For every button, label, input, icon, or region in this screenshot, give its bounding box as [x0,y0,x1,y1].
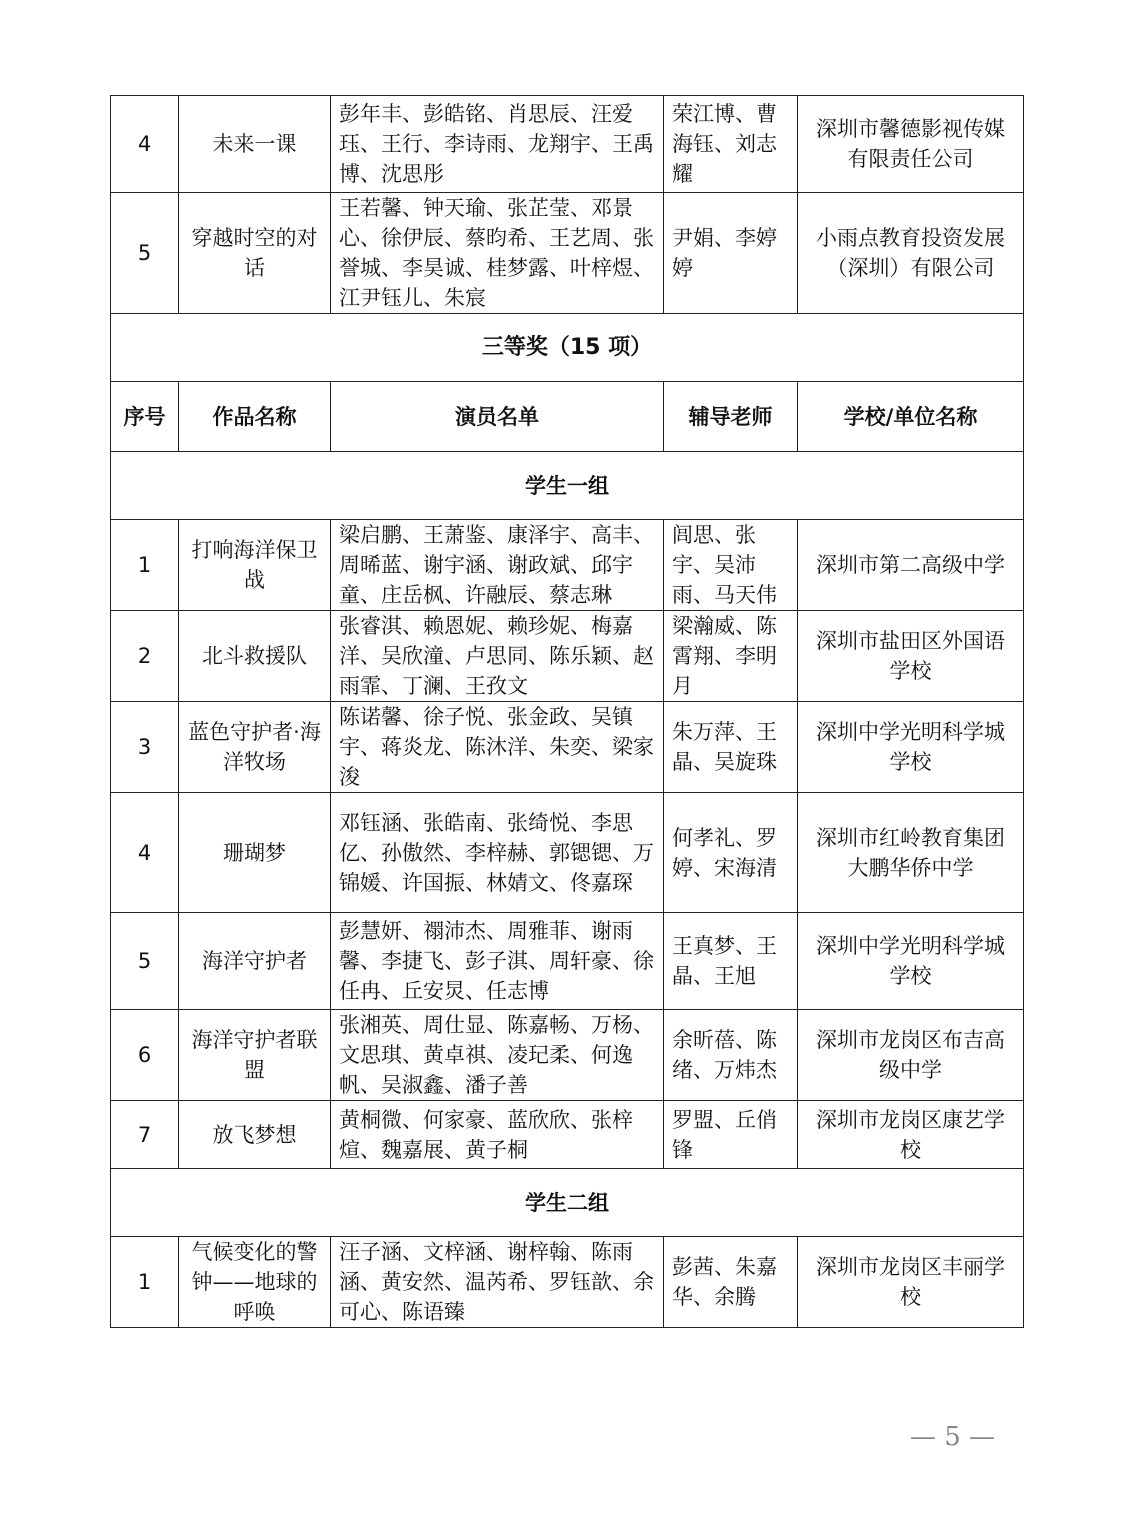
actor-list: 陈诺馨、徐子悦、张金政、吴镇宇、蒋炎龙、陈沐洋、朱奕、梁家浚 [331,702,664,793]
work-title: 珊瑚梦 [179,793,331,913]
actor-list: 彭慧妍、禤沛杰、周雅菲、谢雨馨、李捷飞、彭子淇、周轩豪、徐任冉、丘安炅、任志博 [331,913,664,1010]
work-title: 放飞梦想 [179,1101,331,1169]
teacher-list: 余昕蓓、陈绪、万炜杰 [664,1010,798,1101]
actor-list: 王若馨、钟天瑜、张芷莹、邓景心、徐伊辰、蔡昀希、王艺周、张誉城、李昊诚、桂梦露、叶梓煜、江尹钰儿、朱宸 [331,193,664,314]
header-actors: 演员名单 [331,382,664,452]
unit-name: 深圳中学光明科学城学校 [798,702,1024,793]
unit-name: 小雨点教育投资发展（深圳）有限公司 [798,193,1024,314]
section-title: 三等奖（15 项） [111,314,1024,382]
table-row [111,913,1024,1010]
actor-list: 张睿淇、赖恩妮、赖珍妮、梅嘉洋、吴欣潼、卢思同、陈乐颖、赵雨霏、丁澜、王孜文 [331,611,664,702]
table-row [111,793,1024,913]
unit-name: 深圳市馨德影视传媒有限责任公司 [798,96,1024,193]
work-title: 气候变化的警钟——地球的呼唤 [179,1237,331,1328]
work-title: 穿越时空的对话 [179,193,331,314]
table-row [111,1010,1024,1101]
actor-list: 邓钰涵、张皓南、张绮悦、李思亿、孙傲然、李梓赫、郭锶锶、万锦媛、许国振、林婧文、佟嘉琛 [331,793,664,913]
work-title: 打响海洋保卫战 [179,520,331,611]
row-number: 2 [111,611,179,702]
unit-name: 深圳市红岭教育集团大鹏华侨中学 [798,793,1024,913]
unit-name: 深圳市龙岗区丰丽学校 [798,1237,1024,1328]
actor-list: 黄桐微、何家豪、蓝欣欣、张梓煊、魏嘉展、黄子桐 [331,1101,664,1169]
teacher-list: 梁瀚威、陈霄翔、李明月 [664,611,798,702]
row-number: 5 [111,913,179,1010]
table-row [111,1237,1024,1328]
group-label: 学生二组 [111,1169,1024,1237]
table-row [111,520,1024,611]
unit-name: 深圳市龙岗区布吉高级中学 [798,1010,1024,1101]
teacher-list: 朱万萍、王晶、吴旋珠 [664,702,798,793]
table-row [111,193,1024,314]
unit-name: 深圳中学光明科学城学校 [798,913,1024,1010]
page-number: — 5 — [909,1422,996,1452]
teacher-list: 王真梦、王晶、王旭 [664,913,798,1010]
row-number: 1 [111,1237,179,1328]
work-title: 北斗救援队 [179,611,331,702]
table-row [111,96,1024,193]
table-row [111,1101,1024,1169]
table-row [111,702,1024,793]
row-number: 4 [111,793,179,913]
header-unit: 学校/单位名称 [798,382,1024,452]
header-title: 作品名称 [179,382,331,452]
row-number: 5 [111,193,179,314]
unit-name: 深圳市盐田区外国语学校 [798,611,1024,702]
teacher-list: 荣江博、曹海钰、刘志耀 [664,96,798,193]
row-number: 1 [111,520,179,611]
awards-table [110,95,1024,1328]
work-title: 蓝色守护者·海洋牧场 [179,702,331,793]
teacher-list: 何孝礼、罗婷、宋海清 [664,793,798,913]
header-row [111,382,1024,452]
actor-list: 张湘英、周仕显、陈嘉畅、万杨、文思琪、黄卓祺、凌玘柔、何逸帆、吴淑鑫、潘子善 [331,1010,664,1101]
unit-name: 深圳市龙岗区康艺学校 [798,1101,1024,1169]
row-number: 7 [111,1101,179,1169]
header-teacher: 辅导老师 [664,382,798,452]
teacher-list: 闾思、张宇、吴沛雨、马天伟 [664,520,798,611]
actor-list: 梁启鹏、王萧鉴、康泽宇、高丰、周晞蓝、谢宇涵、谢政斌、邱宇童、庄岳枫、许融辰、蔡志琳 [331,520,664,611]
actor-list: 汪子涵、文梓涵、谢梓翰、陈雨涵、黄安然、温芮希、罗钰歆、余可心、陈语臻 [331,1237,664,1328]
work-title: 未来一课 [179,96,331,193]
group-row [111,1169,1024,1237]
group-row [111,452,1024,520]
section-title-row [111,314,1024,382]
work-title: 海洋守护者 [179,913,331,1010]
work-title: 海洋守护者联盟 [179,1010,331,1101]
teacher-list: 彭茜、朱嘉华、余腾 [664,1237,798,1328]
row-number: 4 [111,96,179,193]
row-number: 6 [111,1010,179,1101]
teacher-list: 尹娟、李婷婷 [664,193,798,314]
table-row [111,611,1024,702]
teacher-list: 罗盟、丘俏锋 [664,1101,798,1169]
header-no: 序号 [111,382,179,452]
actor-list: 彭年丰、彭皓铭、肖思辰、汪爱珏、王行、李诗雨、龙翔宇、王禹博、沈思彤 [331,96,664,193]
row-number: 3 [111,702,179,793]
unit-name: 深圳市第二高级中学 [798,520,1024,611]
group-label: 学生一组 [111,452,1024,520]
